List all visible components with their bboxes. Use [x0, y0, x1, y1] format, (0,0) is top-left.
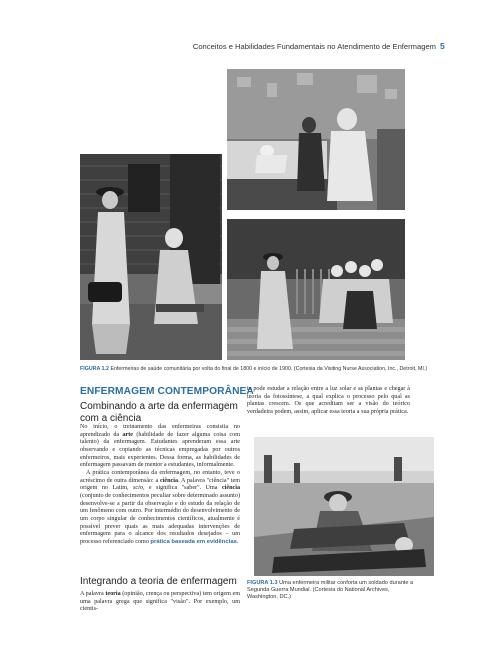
running-header: Conceitos e Habilidades Fundamentais no Atendimento de Enfermagem [192, 42, 436, 51]
photo-nurse-in-home [227, 69, 405, 210]
left-column-text-2 [80, 591, 240, 614]
term-ciencia: ciência [159, 477, 179, 484]
photo-nurse-on-porch [227, 219, 405, 360]
subheading-arte-ciencia: Combinando a arte da enfermagem com a ciência [80, 401, 238, 424]
term-arte: arte [122, 431, 134, 438]
text-run: (opinião, crença ou perspectiva) tem origem em uma palavra grega que significa "visão". Por exemplo, um cientis- [80, 591, 240, 613]
text-run: (habilidade de fazer alguma coisa com talento) da enfermagem. Estudantes aprenderam essa arte observando e copiando as técnicas empregadas por outros enfermeiros, mais experientes. Dessa forma, as habilidades de enfermagem passavam de mentor a estudantes, informalmente. [80, 431, 240, 469]
text-run: A prática contemporânea da enfermagem, no entanto, teve o acréscimo de outra dimensão: a [80, 469, 240, 484]
left-column-text [80, 424, 240, 547]
text-run: A palavra [80, 591, 106, 597]
paragraph-arte [80, 424, 240, 470]
paragraph-ciencia [80, 470, 240, 547]
figure-1-2-caption-text: Enfermeiras de saúde comunitária por volta do final de 1800 e início de 1900. (Cortesia da Visiting Nurse Association, Inc., Detroit, MI.) [110, 366, 428, 372]
text-run: . A palavra "ciência" tem origem no Latim, [80, 477, 240, 492]
text-run: , e significa "saber". Uma [142, 485, 222, 492]
paragraph-teoria [80, 591, 240, 614]
term-ciencia: ciência [221, 485, 241, 492]
photo-nurses-at-door [80, 154, 222, 360]
figure-1-2-label: FIGURA 1.2 [80, 366, 109, 372]
figure-1-2-caption [80, 366, 428, 372]
subheading-teoria: Integrando a teoria de enfermagem [80, 576, 237, 587]
figure-1-3-caption [247, 580, 419, 602]
term-pratica-baseada-em-evidencias: prática baseada em evidências [150, 538, 237, 545]
text-run: No início, o treinamento das enfermeiras consistia no aprendizado da [80, 424, 240, 438]
paragraph-teoria-continued: ta pode estudar a relação entre a luz solar e as plantas e chegar à teoria da fotossíntese, a qual explica o processo pelo qual as plantas crescem. Os que acreditam ser a visão do teórico verdadeira podem, assim, aplicar essa teoria a sua própria prática. [247, 386, 410, 415]
term-scio: scio [133, 485, 143, 492]
photo-military-nurse [254, 437, 434, 576]
text-run: (conjunto de conhecimentos peculiar sobre determinado assunto) desenvolve-se a partir da observação e do estudo da relação de um fenômeno com outro. Por intermédio do desenvolvimento de um corpo singular de conhecimentos científicos, atualmente é possível prever quais as mais adequadas intervenções de enfermagem para o alcance dos resultados desejados – um processo referenciado como [80, 492, 240, 545]
page-number: 5 [440, 41, 445, 51]
right-column-text [247, 386, 410, 417]
section-title: ENFERMAGEM CONTEMPORÂNEA [80, 386, 254, 397]
text-run: . [236, 538, 239, 545]
figure-1-3-label: FIGURA 1.3 [247, 580, 278, 586]
figure-1-3-caption-text: Uma enfermeira militar conforta um soldado durante a Segunda Guerra Mundial. (Cortesia do National Archives, Washington, DC.) [247, 580, 414, 601]
term-teoria: teoria [105, 591, 121, 597]
